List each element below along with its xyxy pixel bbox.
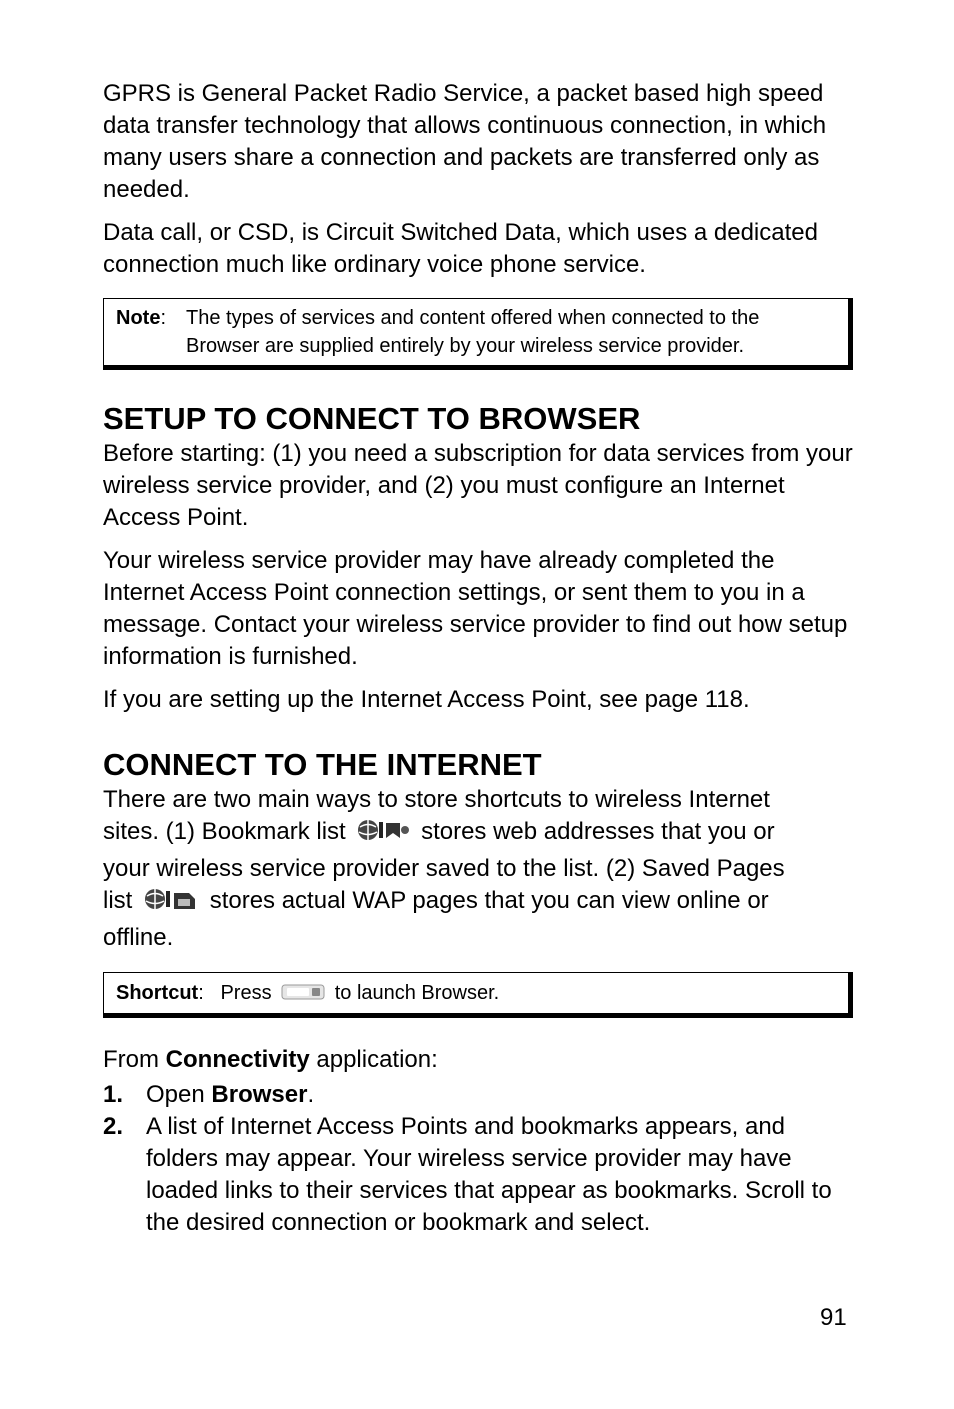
note-label: Note [116,307,161,329]
setup-paragraph-3: If you are setting up the Internet Access Point, see page 118. [103,686,750,713]
step-1: 1. Open Browser. [103,1081,315,1108]
page-number: 91 [820,1304,847,1331]
from-line: From Connectivity application: [103,1046,438,1073]
steps-list [103,1079,853,1239]
setup-paragraph-1: Before starting: (1) you need a subscription for data services from your wireless service provider, and (2) you must configure an Internet Access Point. [103,440,853,531]
note-text-line1: The types of services and content offered when connected to the [186,307,760,329]
note-text-line2: Browser are supplied entirely by your wireless service provider. [186,335,745,357]
note-box: Note: The types of services and content offered when connected to the Browser are supplied entirely by your wireless service provider. [103,298,853,370]
connectivity-app-name: Connectivity [165,1046,310,1073]
step-2: 2. A list of Internet Access Points and bookmarks appears, and folders may appear. Your wireless service provider may have loaded links to their services that appear as bookmarks. Scroll to the desired connection or bookmark and select. [103,1113,832,1236]
shortcut-label: Shortcut [116,982,199,1004]
csd-paragraph: Data call, or CSD, is Circuit Switched Data, which uses a dedicated connection much like ordinary voice phone service. [103,219,818,278]
manual-page [103,78,853,1239]
gprs-paragraph: GPRS is General Packet Radio Service, a packet based high speed data transfer technology that allows continuous connection, in which many users share a connection and packets are transferred only as needed. [103,80,827,203]
browser-name: Browser [211,1081,308,1108]
bookmark-list-icon [356,818,410,853]
connect-paragraph: There are two main ways to store shortcuts to wireless Internet sites. (1) Bookmark list stores web addresses that you or your wireless service provider saved to the list. (2) Saved Pages list stores actual WAP pages that you can view online or offline. [103,786,785,951]
saved-pages-icon [143,887,199,922]
shortcut-box: Shortcut: Press to launch Browser. [103,972,853,1018]
setup-heading: SETUP TO CONNECT TO BROWSER [103,401,641,436]
setup-paragraph-2: Your wireless service provider may have already completed the Internet Access Point connection settings, or sent them to you in a message. Contact your wireless service provider to find out how setup information is furnished. [103,547,848,670]
shortcut-text: to launch Browser. [334,982,500,1004]
connect-heading: CONNECT TO THE INTERNET [103,747,542,782]
browser-key-icon [281,982,325,1010]
shortcut-press: Press [220,982,272,1004]
